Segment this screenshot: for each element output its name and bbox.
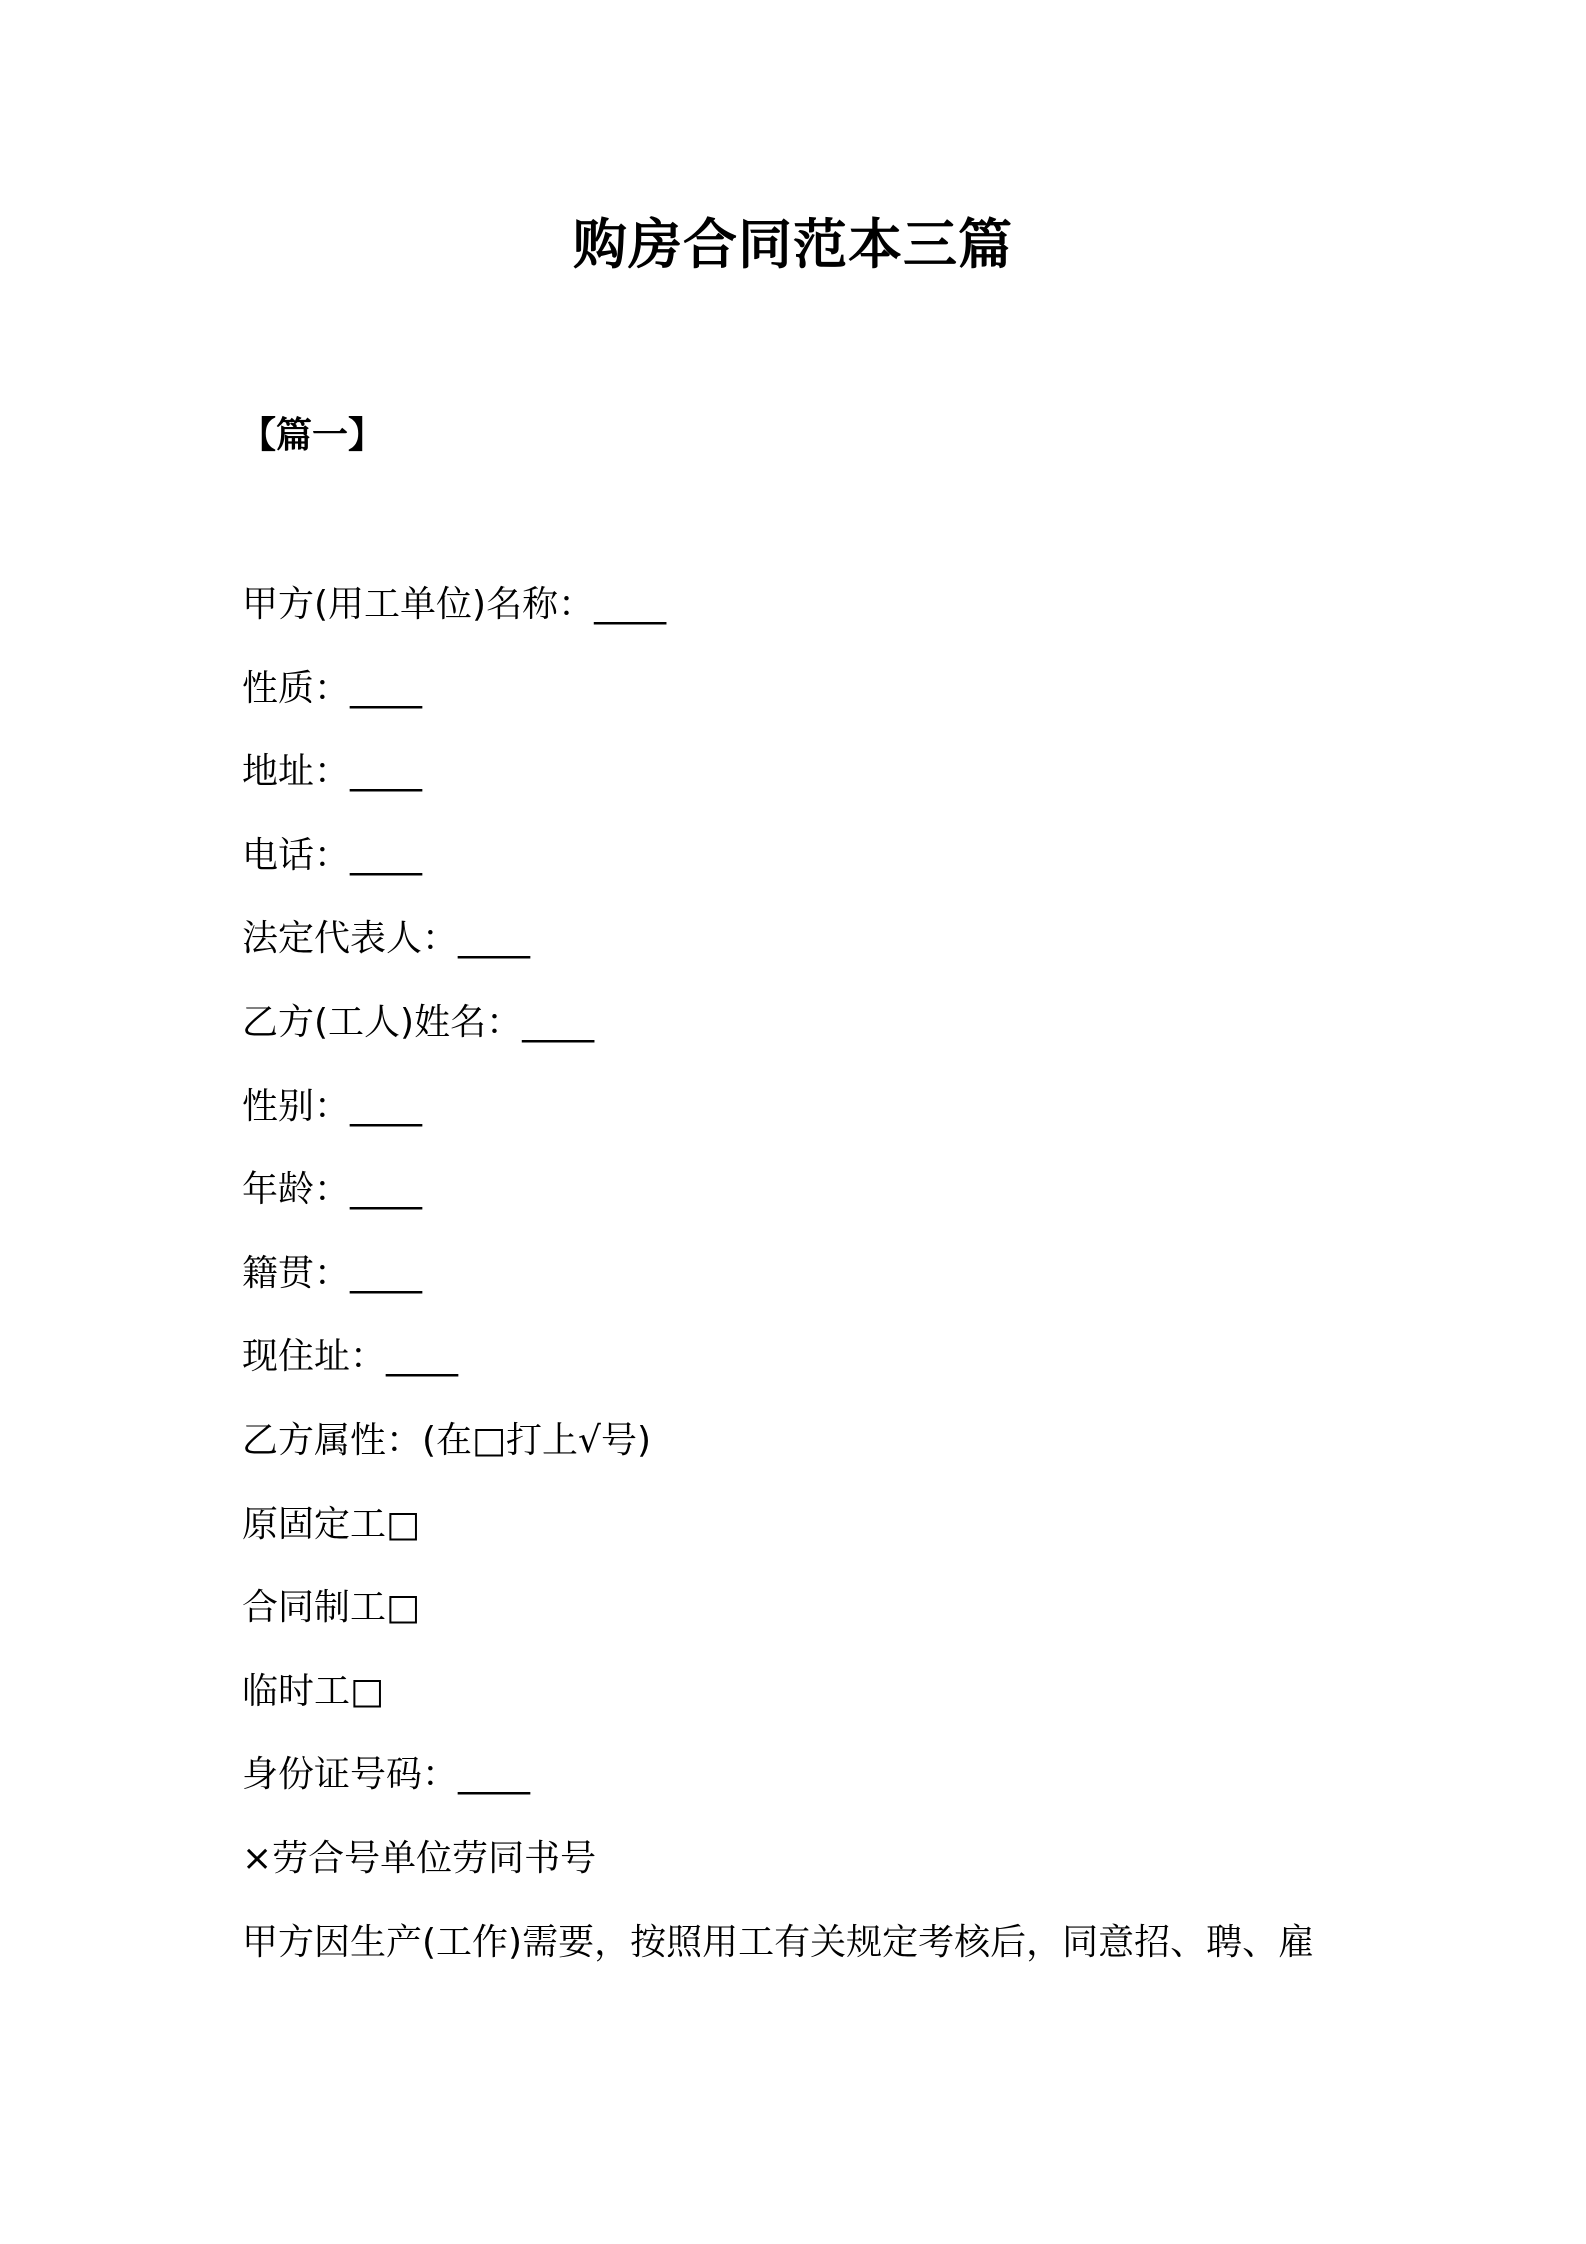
document-title: 购房合同范本三篇	[573, 213, 1013, 276]
field-nature: 性质：____	[242, 667, 423, 709]
field-current-address: 现住址：____	[242, 1336, 459, 1378]
field-gender: 性别：____	[242, 1085, 423, 1127]
field-id-number: 身份证号码：____	[242, 1754, 531, 1796]
option-temporary-worker: 临时工□	[242, 1670, 385, 1712]
contract-number-line: ×劳合号单位劳同书号	[242, 1837, 597, 1879]
contract-fields	[242, 577, 1392, 1998]
field-worker-name: 乙方(工人)姓名：____	[242, 1001, 595, 1043]
field-employer-name: 甲方(用工单位)名称：____	[242, 584, 667, 625]
field-legal-representative: 法定代表人：____	[242, 918, 531, 960]
field-worker-type-prompt: 乙方属性：(在□打上√号)	[242, 1419, 652, 1461]
option-permanent-worker: 原固定工□	[242, 1503, 421, 1545]
option-contract-worker: 合同制工□	[242, 1587, 421, 1629]
field-age: 年龄：____	[242, 1169, 423, 1211]
field-phone: 电话：____	[242, 834, 423, 876]
field-native-place: 籍贯：____	[242, 1252, 423, 1294]
field-address: 地址：____	[242, 751, 423, 793]
section-heading: 【篇一】	[240, 415, 385, 456]
body-paragraph-start: 甲方因生产(工作)需要，按照用工有关规定考核后，同意招、聘、雇	[242, 1921, 1315, 1963]
